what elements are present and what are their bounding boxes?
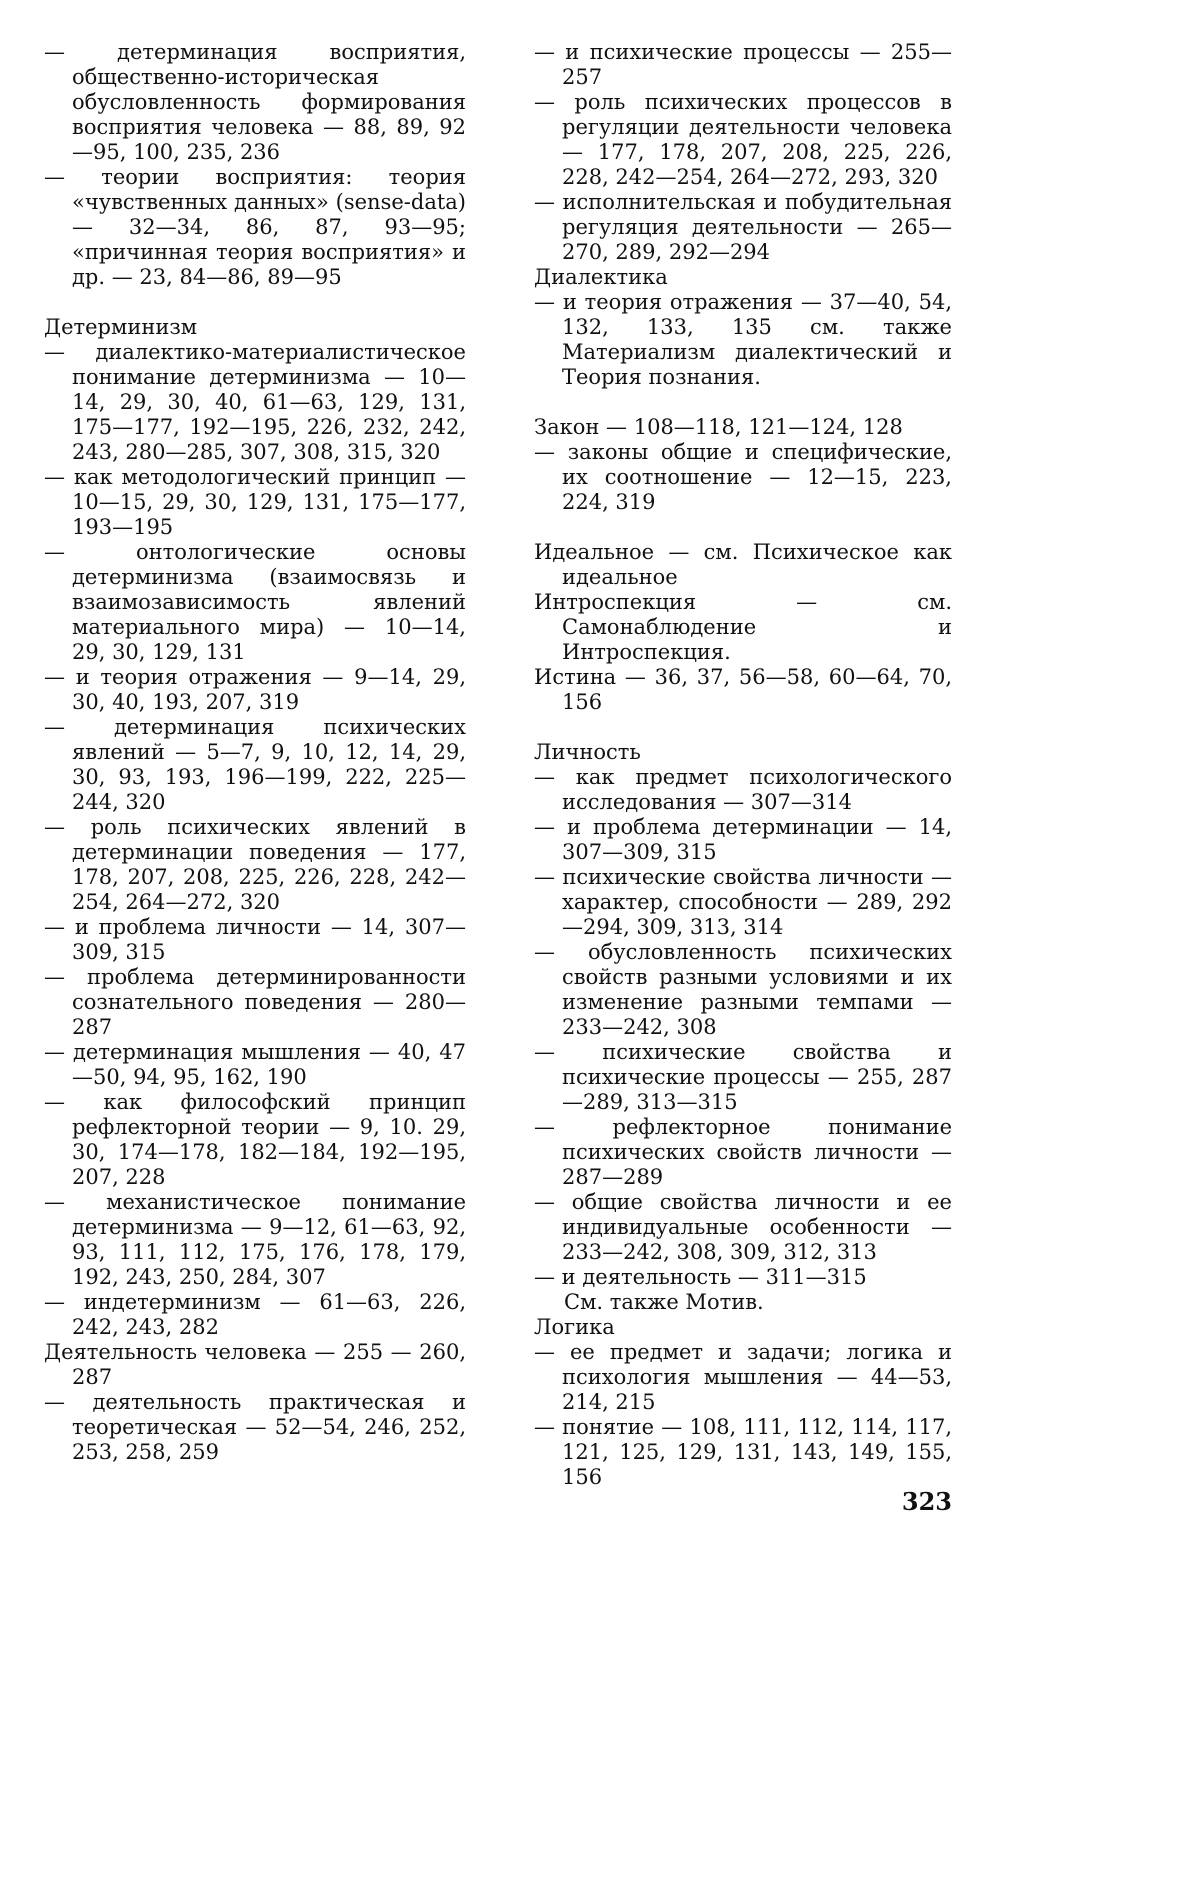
index-cross-reference: См. также Мотив. (564, 1290, 764, 1314)
index-subentry: — и проблема детерминации — 14, 307—309, 315 (534, 815, 952, 864)
index-subentry: — индетерминизм — 61—63, 226, 242, 243, 282 (44, 1290, 466, 1339)
index-subentry: — проблема детерминированности сознательного поведения — 280—287 (44, 965, 466, 1039)
index-subentry: — и деятельность — 311—315 (534, 1265, 867, 1289)
index-subentry: — понятие — 108, 111, 112, 114, 117, 121, 125, 129, 131, 143, 149, 155, 156 (534, 1415, 952, 1489)
page-number: 323 (901, 1487, 952, 1516)
index-subentry: — и психические процессы — 255—257 (534, 40, 952, 89)
index-subentry: — детерминация мышления — 40, 47—50, 94, 95, 162, 190 (44, 1040, 466, 1089)
index-subentry: — психические свойства личности — характер, способности — 289, 292—294, 309, 313, 314 (534, 865, 952, 939)
entry-spacer (534, 515, 952, 540)
index-subentry: — детерминация восприятия, общественно-историческая обусловленность формирования восприятия человека — 88, 89, 92—95, 100, 235, 236 (44, 40, 466, 164)
index-heading: Личность (534, 740, 641, 764)
left-column (44, 40, 466, 1465)
index-subentry: — механистическое понимание детерминизма — 9—12, 61—63, 92, 93, 111, 112, 175, 176, 178, 179, 192, 243, 250, 284, 307 (44, 1190, 466, 1289)
index-subentry: — и проблема личности — 14, 307—309, 315 (44, 915, 466, 964)
index-heading: Деятельность человека — 255 — 260, 287 (44, 1340, 466, 1389)
index-heading: Закон — 108—118, 121—124, 128 (534, 415, 903, 439)
index-subentry: — деятельность практическая и теоретическая — 52—54, 246, 252, 253, 258, 259 (44, 1390, 466, 1464)
index-heading: Истина — 36, 37, 56—58, 60—64, 70, 156 (534, 665, 952, 714)
index-subentry: — онтологические основы детерминизма (взаимосвязь и взаимозависимость явлений материального мира) — 10—14, 29, 30, 129, 131 (44, 540, 466, 664)
entry-spacer (534, 390, 952, 415)
index-heading: Детерминизм (44, 315, 198, 339)
index-heading: Интроспекция — см. Самонаблюдение и Интроспекция. (534, 590, 952, 664)
index-heading: Диалектика (534, 265, 668, 289)
index-subentry: — как методологический принцип — 10—15, 29, 30, 129, 131, 175—177, 193—195 (44, 465, 466, 539)
index-subentry: — рефлекторное понимание психических свойств личности — 287—289 (534, 1115, 952, 1189)
index-heading: Логика (534, 1315, 615, 1339)
index-subentry: — диалектико-материалистическое понимание детерминизма — 10—14, 29, 30, 40, 61—63, 129, 131, 175—177, 192—195, 226, 232, 242, 243, 280—285, 307, 308, 315, 320 (44, 340, 466, 464)
entry-spacer (44, 290, 466, 315)
index-subentry: — общие свойства личности и ее индивидуальные особенности — 233—242, 308, 309, 312, 313 (534, 1190, 952, 1264)
index-subentry: — теории восприятия: теория «чувственных данных» (sense-data) — 32—34, 86, 87, 93—95; «причинная теория восприятия» и др. — 23, 84—86, 89—95 (44, 165, 466, 289)
index-subentry: — как предмет психологического исследования — 307—314 (534, 765, 952, 814)
index-subentry: — и теория отражения — 9—14, 29, 30, 40, 193, 207, 319 (44, 665, 466, 714)
index-subentry: — исполнительская и побудительная регуляция деятельности — 265—270, 289, 292—294 (534, 190, 952, 264)
index-subentry: — как философский принцип рефлекторной теории — 9, 10. 29, 30, 174—178, 182—184, 192—195, 207, 228 (44, 1090, 466, 1189)
index-subentry: — и теория отражения — 37—40, 54, 132, 133, 135 см. также Материализм диалектический и Теория познания. (534, 290, 952, 389)
index-subentry: — ее предмет и задачи; логика и психология мышления — 44—53, 214, 215 (534, 1340, 952, 1414)
index-subentry: — обусловленность психических свойств разными условиями и их изменение разными темпами — 233—242, 308 (534, 940, 952, 1039)
index-heading: Идеальное — см. Психическое как идеальное (534, 540, 952, 589)
index-subentry: — законы общие и специфические, их соотношение — 12—15, 223, 224, 319 (534, 440, 952, 514)
index-subentry: — детерминация психических явлений — 5—7, 9, 10, 12, 14, 29, 30, 93, 193, 196—199, 222, 225—244, 320 (44, 715, 466, 814)
index-subentry: — роль психических процессов в регуляции деятельности человека — 177, 178, 207, 208, 225, 226, 228, 242—254, 264—272, 293, 320 (534, 90, 952, 189)
entry-spacer (534, 715, 952, 740)
index-subentry: — роль психических явлений в детерминации поведения — 177, 178, 207, 208, 225, 226, 228, 242—254, 264—272, 320 (44, 815, 466, 914)
index-subentry: — психические свойства и психические процессы — 255, 287—289, 313—315 (534, 1040, 952, 1114)
right-column (534, 40, 952, 1490)
